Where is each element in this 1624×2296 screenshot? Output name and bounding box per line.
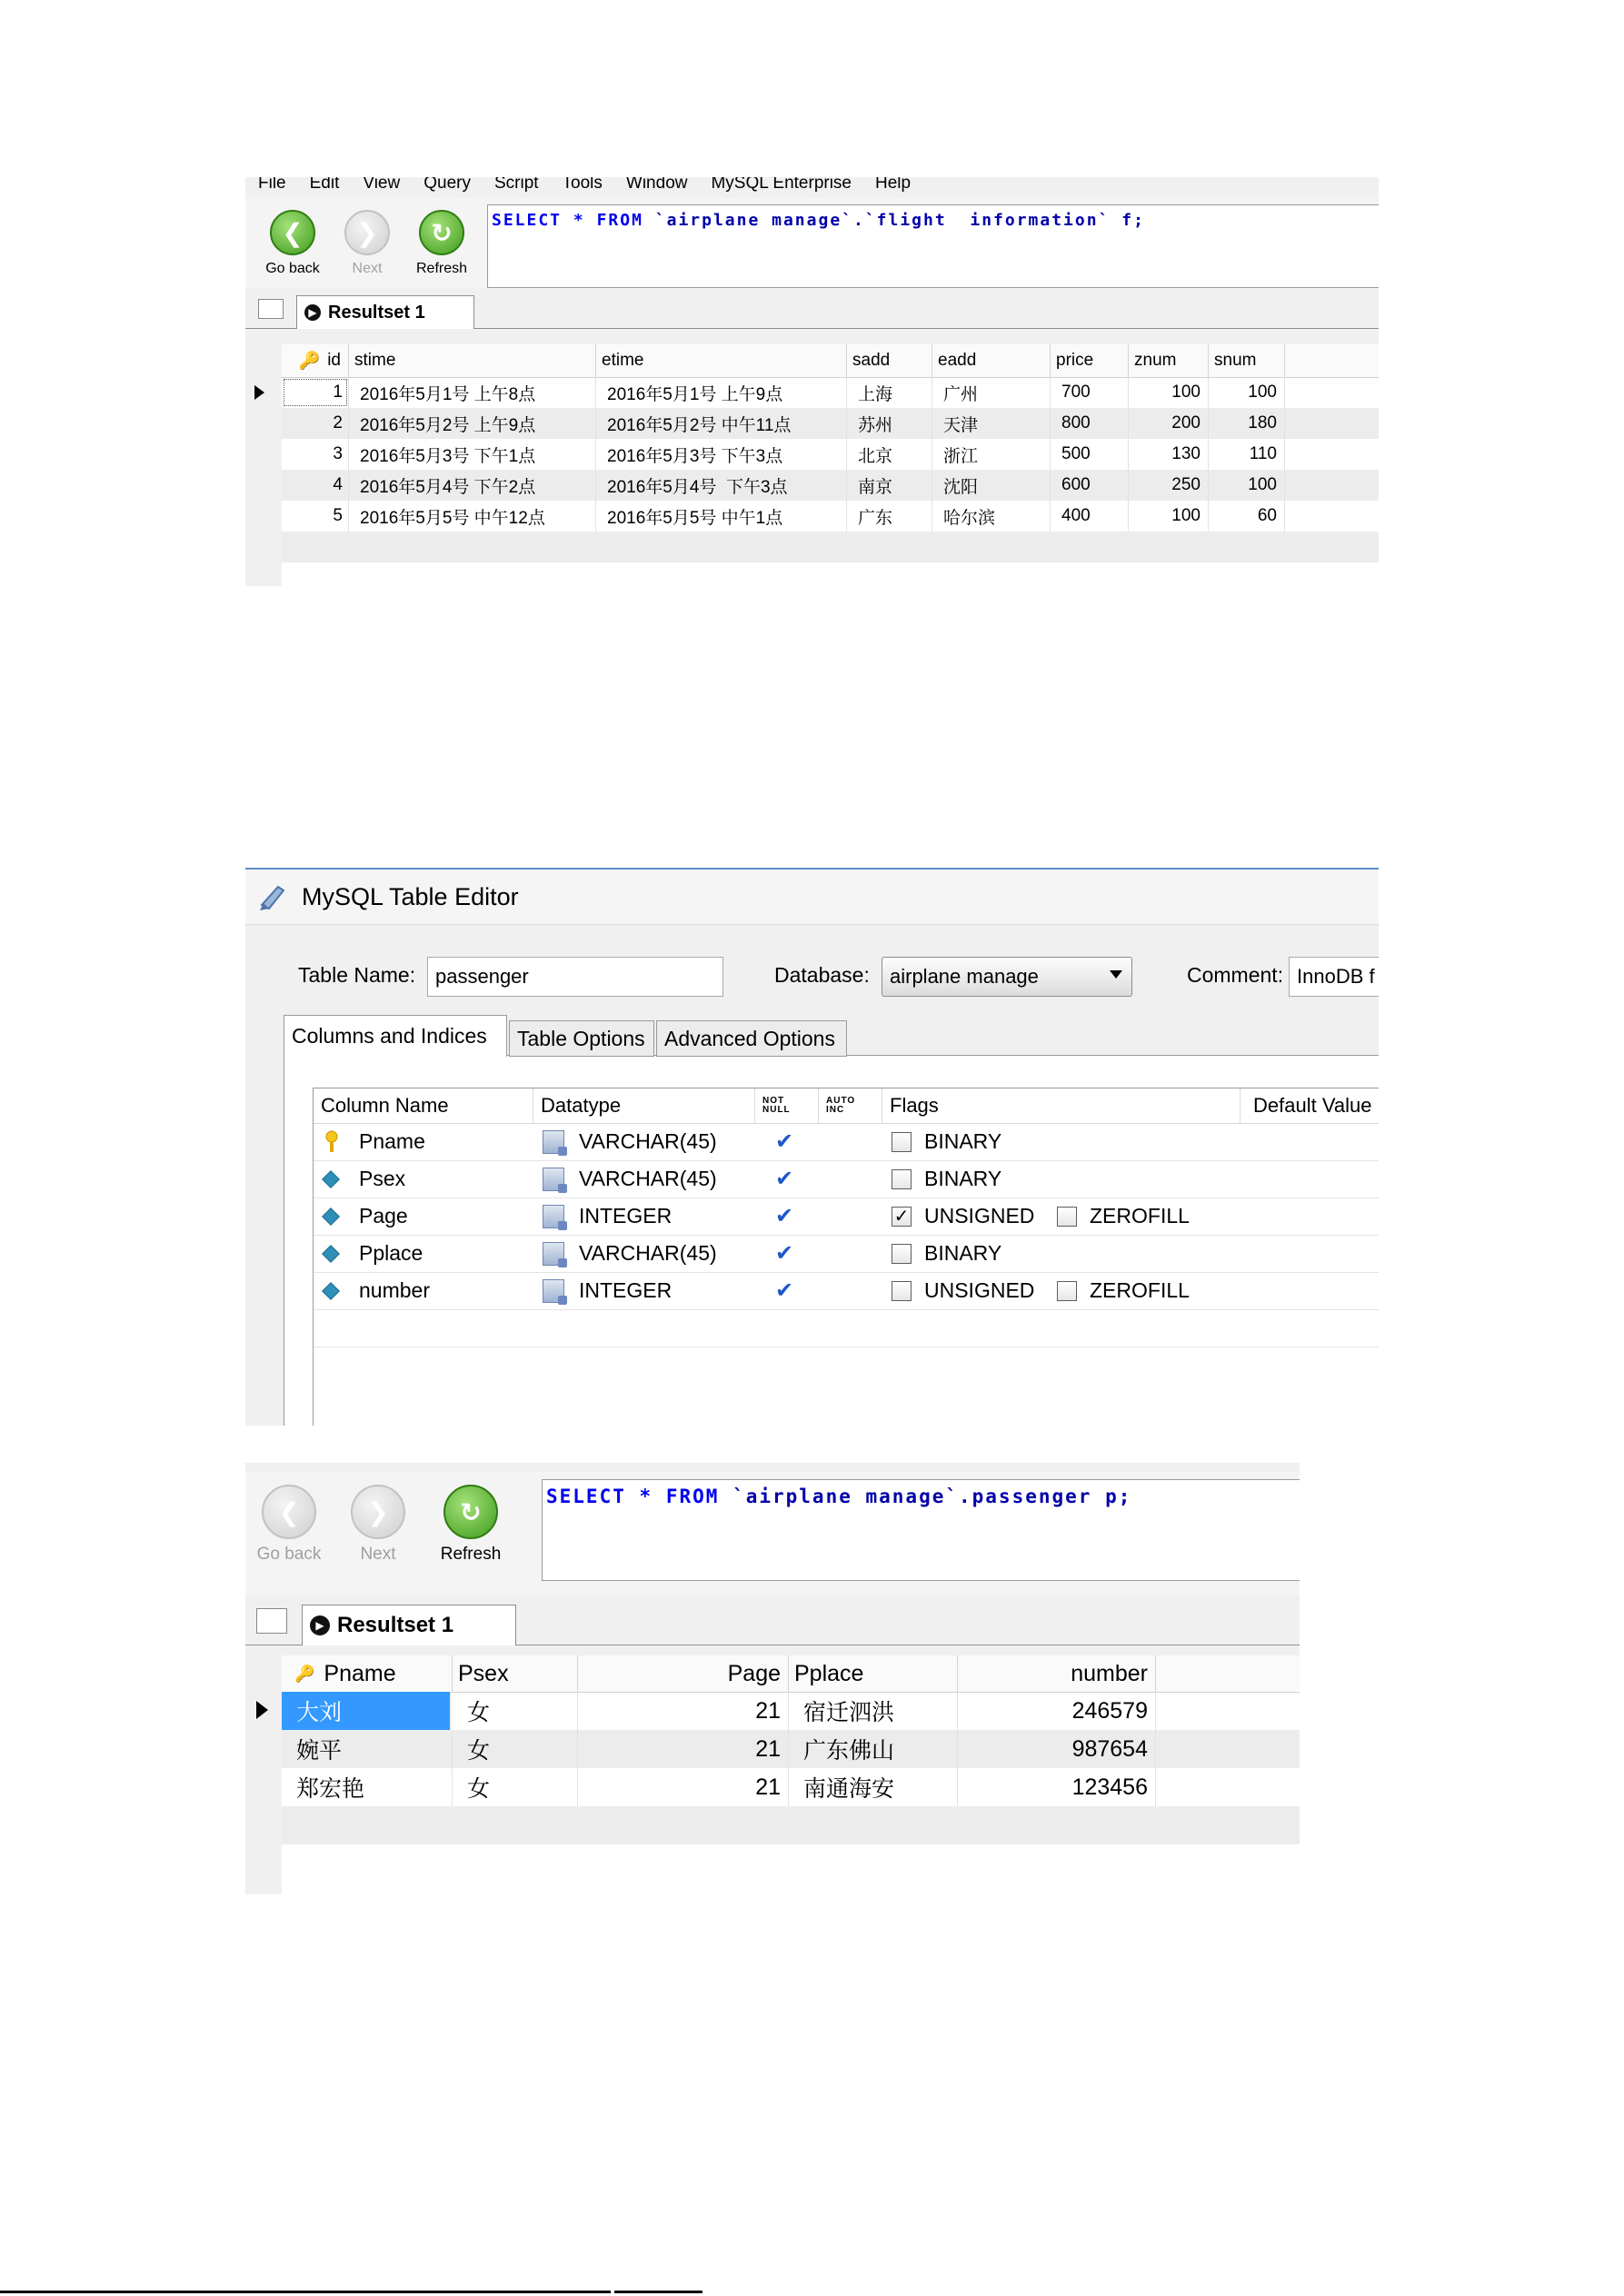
tab-label: Resultset 1	[337, 1613, 454, 1637]
sql-table-reference: `airplane manage`.`flight information` f;	[654, 211, 1145, 230]
cell-id[interactable]: 3	[282, 439, 349, 470]
cell-psex[interactable]: 女	[453, 1730, 578, 1768]
current-row-marker-icon	[254, 385, 264, 400]
cell-psex[interactable]: 女	[453, 1692, 578, 1730]
window-title: MySQL Table Editor	[302, 882, 519, 910]
flag-label: BINARY	[924, 1129, 1002, 1153]
cell-stime[interactable]: 2016年5月1号 上午8点	[349, 377, 596, 408]
cell-eadd[interactable]: 哈尔滨	[932, 501, 1051, 532]
new-tab-icon[interactable]	[256, 1608, 287, 1634]
columns-table-header	[314, 1088, 1379, 1124]
flag-label-2: ZEROFILL	[1090, 1278, 1190, 1302]
tab-advanced-options[interactable]: Advanced Options	[656, 1020, 847, 1057]
table-row[interactable]	[282, 439, 1379, 470]
empty-column-row[interactable]	[314, 1309, 1379, 1347]
menu-view[interactable]: View	[363, 177, 401, 193]
grid-header	[282, 344, 1379, 378]
refresh-label: Refresh	[440, 1545, 502, 1564]
auto-inc-line-2: INC	[826, 1105, 845, 1115]
column-diamond-icon	[324, 1272, 337, 1309]
col-header-pplace[interactable]: Pplace	[789, 1655, 958, 1692]
column-name[interactable]: Pname	[359, 1129, 425, 1153]
col-header-datatype[interactable]: Datatype	[533, 1088, 755, 1123]
cell-pplace[interactable]: 南通海安	[789, 1768, 958, 1806]
not-null-check-icon[interactable]: ✔	[775, 1241, 794, 1266]
cell-id[interactable]: 1	[282, 377, 349, 408]
col-header-snum[interactable]: snum	[1209, 344, 1285, 377]
refresh-icon: ↻	[443, 1485, 498, 1539]
menu-mysql-enterprise[interactable]: MySQL Enterprise	[711, 177, 852, 193]
col-header-page[interactable]: Page	[578, 1655, 789, 1692]
datatype-icon	[543, 1123, 564, 1160]
current-row-marker-icon	[256, 1701, 268, 1719]
sql-keyword-select: SELECT	[546, 1486, 626, 1507]
cell-snum[interactable]: 60	[1209, 501, 1285, 532]
empty-row	[282, 1806, 1300, 1844]
cell-sadd[interactable]: 苏州	[847, 408, 932, 439]
cell-pplace[interactable]: 广东佛山	[789, 1730, 958, 1768]
menu-file[interactable]: File	[258, 177, 286, 193]
result-tab-strip	[245, 1595, 1300, 1645]
cell-page[interactable]: 21	[578, 1692, 789, 1730]
table-row[interactable]	[282, 408, 1379, 439]
tab-label: Resultset 1	[328, 302, 425, 323]
column-row[interactable]	[314, 1272, 1379, 1310]
cell-sadd[interactable]: 南京	[847, 470, 932, 501]
column-row[interactable]	[314, 1123, 1379, 1161]
cell-number[interactable]: 123456	[958, 1768, 1156, 1806]
sql-editor[interactable]	[542, 1479, 1300, 1581]
cell-id[interactable]: 5	[282, 501, 349, 532]
go-back-button[interactable]	[256, 210, 329, 277]
primary-key-icon: 🔑	[298, 352, 321, 371]
flag-checkbox[interactable]	[892, 1235, 912, 1272]
table-row[interactable]	[282, 1768, 1300, 1806]
cell-etime[interactable]: 2016年5月3号 下午3点	[596, 439, 847, 470]
tab-table-options[interactable]: Table Options	[509, 1020, 654, 1057]
empty-row	[282, 532, 1379, 562]
cell-page[interactable]: 21	[578, 1730, 789, 1768]
column-row[interactable]	[314, 1198, 1379, 1236]
page-footer-rule-2	[614, 2291, 702, 2293]
col-header-sadd[interactable]: sadd	[847, 344, 932, 377]
resultset-icon: ▶	[304, 304, 321, 321]
go-back-label: Go back	[256, 1545, 322, 1564]
cell-snum[interactable]: 110	[1209, 439, 1285, 470]
go-back-label: Go back	[265, 261, 320, 276]
cell-page[interactable]: 21	[578, 1768, 789, 1806]
flag-checkbox[interactable]	[892, 1272, 912, 1309]
table-row[interactable]	[282, 1730, 1300, 1768]
col-header-psex[interactable]: Psex	[453, 1655, 578, 1692]
not-null-check-icon[interactable]: ✔	[775, 1129, 794, 1154]
cell-eadd[interactable]: 浙江	[932, 439, 1051, 470]
col-header-stime[interactable]: stime	[349, 344, 596, 377]
table-editor-icon	[258, 881, 289, 912]
back-arrow-icon: ❮	[270, 210, 315, 255]
cell-znum[interactable]: 130	[1129, 439, 1209, 470]
go-back-button[interactable]	[247, 1485, 331, 1565]
forward-arrow-icon: ❯	[351, 1485, 405, 1539]
not-null-line-2: NULL	[762, 1105, 791, 1115]
flag-label: UNSIGNED	[924, 1204, 1035, 1228]
column-datatype[interactable]: VARCHAR(45)	[579, 1241, 717, 1265]
cell-stime[interactable]: 2016年5月4号 下午2点	[349, 470, 596, 501]
refresh-icon: ↻	[419, 210, 464, 255]
cell-etime[interactable]: 2016年5月2号 中午11点	[596, 408, 847, 439]
column-name[interactable]: Psex	[359, 1167, 406, 1190]
flag-label: BINARY	[924, 1241, 1002, 1265]
menu-bar	[245, 177, 1379, 197]
comment-input[interactable]: InnoDB f	[1289, 957, 1379, 997]
database-label: Database:	[774, 963, 870, 987]
menu-help[interactable]: Help	[875, 177, 912, 193]
cell-stime[interactable]: 2016年5月5号 中午12点	[349, 501, 596, 532]
cell-snum[interactable]: 180	[1209, 408, 1285, 439]
cell-price[interactable]: 500	[1051, 439, 1129, 470]
table-name-input[interactable]: passenger	[427, 957, 723, 997]
datatype-icon	[543, 1272, 564, 1309]
result-grid	[282, 1655, 1300, 1894]
cell-etime[interactable]: 2016年5月1号 上午9点	[596, 377, 847, 408]
column-datatype[interactable]: INTEGER	[579, 1278, 673, 1302]
column-diamond-icon	[324, 1235, 337, 1272]
sql-keyword-from: FROM	[665, 1486, 720, 1507]
table-row[interactable]	[282, 470, 1379, 501]
cell-sadd[interactable]: 上海	[847, 377, 932, 408]
cell-number[interactable]: 246579	[958, 1692, 1156, 1730]
cell-stime[interactable]: 2016年5月2号 上午9点	[349, 408, 596, 439]
tab-columns-and-indices[interactable]: Columns and Indices	[284, 1015, 507, 1057]
col-header-znum[interactable]: znum	[1129, 344, 1209, 377]
database-select[interactable]	[882, 957, 1132, 997]
cell-pname[interactable]: 郑宏艳	[282, 1768, 453, 1806]
chevron-down-icon	[1110, 970, 1122, 979]
auto-inc-line-1: AUTO	[826, 1096, 856, 1106]
column-name[interactable]: Page	[359, 1204, 408, 1228]
refresh-label: Refresh	[415, 261, 468, 276]
column-datatype[interactable]: VARCHAR(45)	[579, 1129, 717, 1153]
column-datatype[interactable]: INTEGER	[579, 1204, 673, 1228]
column-datatype[interactable]: VARCHAR(45)	[579, 1167, 717, 1190]
col-header-default-value[interactable]: Default Value	[1240, 1088, 1379, 1123]
flag-checkbox-2[interactable]	[1057, 1272, 1077, 1309]
next-button[interactable]	[331, 210, 404, 277]
menu-edit[interactable]: Edit	[309, 177, 340, 193]
new-tab-icon[interactable]	[258, 299, 284, 319]
col-header-column-name[interactable]: Column Name	[314, 1088, 533, 1123]
sql-star: *	[573, 211, 585, 230]
flag-label: BINARY	[924, 1167, 1002, 1190]
cell-eadd[interactable]: 天津	[932, 408, 1051, 439]
cell-price[interactable]: 400	[1051, 501, 1129, 532]
refresh-button[interactable]	[425, 1485, 516, 1565]
cell-price[interactable]: 800	[1051, 408, 1129, 439]
menu-tools[interactable]: Tools	[562, 177, 603, 193]
table-row[interactable]	[282, 501, 1379, 532]
next-label: Next	[360, 1545, 396, 1564]
datatype-icon	[543, 1235, 564, 1272]
table-row[interactable]	[282, 1692, 1300, 1730]
refresh-button[interactable]	[405, 210, 478, 277]
table-name-label: Table Name:	[298, 963, 416, 987]
cell-sadd[interactable]: 广东	[847, 501, 932, 532]
cell-pplace[interactable]: 宿迁泗洪	[789, 1692, 958, 1730]
cell-znum[interactable]: 200	[1129, 408, 1209, 439]
col-header-id[interactable]: 🔑 id	[282, 344, 349, 377]
resultset-icon: ▶	[310, 1615, 330, 1635]
query-browser-screenshot-1	[245, 177, 1379, 586]
forward-arrow-icon: ❯	[344, 210, 390, 255]
sql-editor[interactable]	[487, 204, 1379, 288]
flag-checkbox[interactable]	[892, 1160, 912, 1198]
column-name[interactable]: number	[359, 1278, 430, 1302]
not-null-check-icon[interactable]: ✔	[775, 1167, 794, 1191]
cell-stime[interactable]: 2016年5月3号 下午1点	[349, 439, 596, 470]
menu-window[interactable]: Window	[625, 177, 688, 193]
datatype-icon	[543, 1160, 564, 1198]
columns-table	[313, 1088, 1379, 1426]
cell-znum[interactable]: 100	[1129, 501, 1209, 532]
query-browser-screenshot-2	[245, 1463, 1300, 1894]
primary-key-icon	[324, 1123, 339, 1160]
cell-number[interactable]: 987654	[958, 1730, 1156, 1768]
sql-star: *	[639, 1486, 653, 1507]
sql-keyword-from: FROM	[596, 211, 643, 230]
result-grid	[282, 344, 1379, 586]
toolbar	[245, 1472, 1300, 1595]
cell-sadd[interactable]: 北京	[847, 439, 932, 470]
cell-znum[interactable]: 100	[1129, 377, 1209, 408]
cell-psex[interactable]: 女	[453, 1768, 578, 1806]
next-button[interactable]	[336, 1485, 420, 1565]
cell-eadd[interactable]: 沈阳	[932, 470, 1051, 501]
page-footer-rule	[0, 2291, 611, 2293]
flag-label-2: ZEROFILL	[1090, 1204, 1190, 1228]
table-editor-screenshot	[245, 868, 1379, 1426]
cell-snum[interactable]: 100	[1209, 377, 1285, 408]
cell-eadd[interactable]: 广州	[932, 377, 1051, 408]
primary-key-icon: 🔑	[294, 1664, 315, 1683]
col-header-pname[interactable]: 🔑 Pname	[282, 1655, 453, 1692]
tab-resultset-1[interactable]	[302, 1605, 516, 1645]
cell-id[interactable]: 4	[282, 470, 349, 501]
database-value: airplane manage	[890, 965, 1039, 988]
not-null-check-icon[interactable]: ✔	[775, 1204, 794, 1228]
column-row[interactable]	[314, 1235, 1379, 1273]
window-title-bar	[245, 870, 1379, 925]
cell-id[interactable]: 2	[282, 408, 349, 439]
flag-label: UNSIGNED	[924, 1278, 1035, 1302]
cell-snum[interactable]: 100	[1209, 470, 1285, 501]
column-diamond-icon	[324, 1160, 337, 1198]
col-header-etime[interactable]: etime	[596, 344, 847, 377]
toolbar	[245, 197, 1379, 288]
col-header-number[interactable]: number	[958, 1655, 1156, 1692]
col-header-flags[interactable]: Flags	[882, 1088, 1240, 1123]
cell-etime[interactable]: 2016年5月4号 下午3点	[596, 470, 847, 501]
column-name[interactable]: Pplace	[359, 1241, 423, 1265]
sql-table-reference: `airplane manage`.passenger p;	[732, 1486, 1132, 1507]
flag-checkbox-2[interactable]	[1057, 1198, 1077, 1235]
column-diamond-icon	[324, 1198, 337, 1235]
menu-script[interactable]: Script	[493, 177, 539, 193]
comment-label: Comment:	[1187, 963, 1284, 987]
datatype-icon	[543, 1198, 564, 1235]
not-null-check-icon[interactable]: ✔	[775, 1278, 794, 1303]
tab-resultset-1[interactable]	[296, 295, 474, 329]
cell-pname[interactable]: 大刘	[282, 1692, 451, 1730]
cell-price[interactable]: 700	[1051, 377, 1129, 408]
cell-pname[interactable]: 婉平	[282, 1730, 453, 1768]
col-header-not-null[interactable]	[755, 1088, 819, 1123]
cell-znum[interactable]: 250	[1129, 470, 1209, 501]
checkmark-icon: ✓	[892, 1207, 912, 1227]
flag-checkbox[interactable]	[892, 1123, 912, 1160]
col-header-price[interactable]: price	[1051, 344, 1129, 377]
grid-header	[282, 1655, 1300, 1693]
flag-checkbox[interactable]	[892, 1198, 912, 1235]
next-label: Next	[352, 261, 383, 276]
col-header-auto-inc[interactable]	[819, 1088, 882, 1123]
sql-keyword-select: SELECT	[492, 211, 563, 230]
menu-query[interactable]: Query	[423, 177, 471, 193]
result-tab-strip	[245, 288, 1379, 329]
column-row[interactable]	[314, 1160, 1379, 1198]
back-arrow-icon: ❮	[262, 1485, 316, 1539]
col-header-eadd[interactable]: eadd	[932, 344, 1051, 377]
not-null-line-1: NOT	[762, 1096, 785, 1106]
cell-price[interactable]: 600	[1051, 470, 1129, 501]
cell-etime[interactable]: 2016年5月5号 中午1点	[596, 501, 847, 532]
table-row[interactable]	[282, 377, 1379, 408]
